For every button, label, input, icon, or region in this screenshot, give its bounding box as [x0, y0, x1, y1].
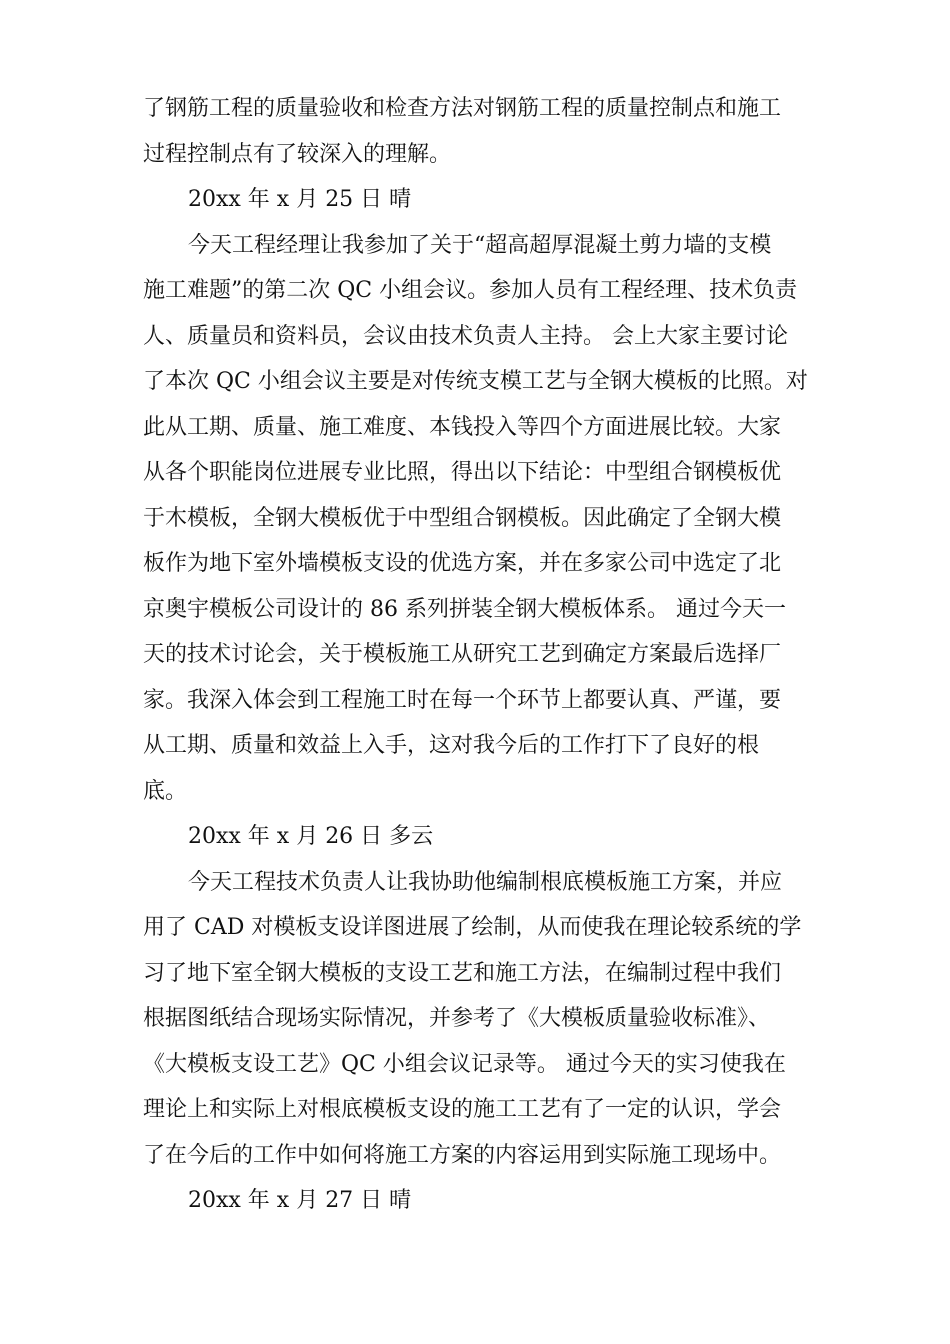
text-line: 施工难题”的第二次 QC 小组会议。参加人员有工程经理、技术负责	[143, 278, 798, 303]
text-line: 习了地下室全钢大模板的支设工艺和施工方法，在编制过程中我们	[143, 960, 782, 986]
date-heading: 20xx 年 x 月 25 日 晴	[188, 187, 412, 212]
text-line: 理论上和实际上对根底模板支设的施工工艺有了一定的认识，学会	[143, 1097, 782, 1122]
text-line: 人、质量员和资料员，会议由技术负责人主持。 会上大家主要讨论	[143, 323, 788, 349]
text-line: 底。	[143, 778, 188, 804]
text-line: 从各个职能岗位进展专业比照，得出以下结论：中型组合钢模板优	[143, 460, 782, 485]
text-line: 板作为地下室外墙模板支设的优选方案，并在多家公司中选定了北	[143, 551, 782, 576]
text-line: 用了 CAD 对模板支设详图进展了绘制，从而使我在理论较系统的学	[143, 915, 802, 940]
text-line: 此从工期、质量、施工难度、本钱投入等四个方面进展比较。大家	[143, 414, 782, 440]
document-body	[143, 86, 808, 1224]
text-line: 家。我深入体会到工程施工时在每一个环节上都要认真、严谨，要	[143, 687, 782, 713]
date-heading: 20xx 年 x 月 26 日 多云	[188, 824, 434, 849]
paragraph-first-line: 今天工程技术负责人让我协助他编制根底模板施工方案，并应	[188, 869, 783, 895]
text-line: 过程控制点有了较深入的理解。	[143, 141, 452, 167]
text-line: 天的技术讨论会，关于模板施工从研究工艺到确定方案最后选择厂	[143, 642, 782, 667]
text-line: 于木模板，全钢大模板优于中型组合钢模板。因此确定了全钢大模	[143, 505, 782, 531]
text-line: 了在今后的工作中如何将施工方案的内容运用到实际施工现场中。	[143, 1142, 782, 1168]
text-line: 从工期、质量和效益上入手，这对我今后的工作打下了良好的根	[143, 733, 760, 758]
text-line: 了钢筋工程的质量验收和检查方法对钢筋工程的质量控制点和施工	[143, 96, 782, 121]
text-line: 根据图纸结合现场实际情况，并参考了《大模板质量验收标准》、	[143, 1006, 771, 1031]
text-line: 《大模板支设工艺》QC 小组会议记录等。 通过今天的实习使我在	[143, 1051, 786, 1077]
date-heading: 20xx 年 x 月 27 日 晴	[188, 1188, 412, 1213]
paragraph-first-line: 今天工程经理让我参加了关于“超高超厚混凝土剪力墙的支模	[188, 232, 772, 258]
text-line: 京奥宇模板公司设计的 86 系列拼装全钢大模板体系。 通过今天一	[143, 596, 786, 622]
text-line: 了本次 QC 小组会议主要是对传统支模工艺与全钢大模板的比照。对	[143, 369, 808, 394]
